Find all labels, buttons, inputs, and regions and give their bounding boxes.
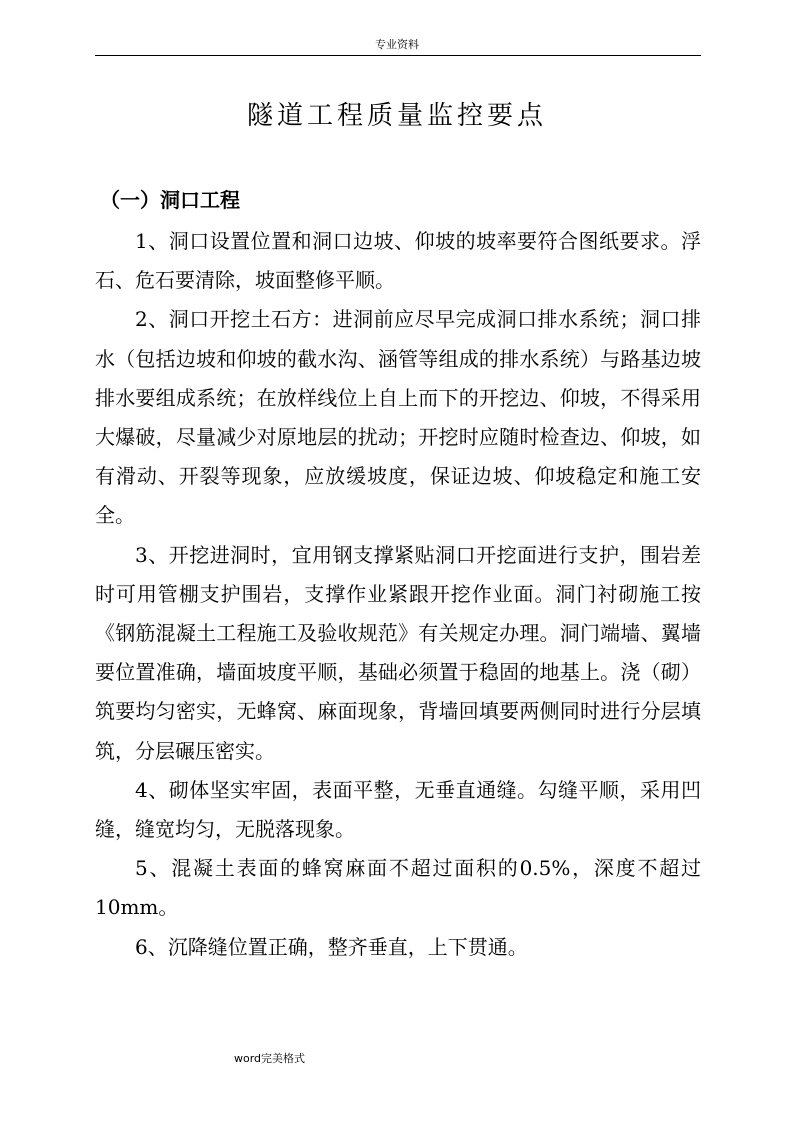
document-title: 隧道工程质量监控要点 [246, 101, 547, 131]
page-footer: word完美格式 [234, 1052, 306, 1065]
paragraph-3: 3、开挖进洞时，宜用钢支撑紧贴洞口开挖面进行支护，围岩差时可用管棚支护围岩，支撑作业紧跟开挖作业面。洞门衬砌施工按《钢筋混凝土工程施工及验收规范》有关规定办理。洞门端墙、翼墙要位置准确，墙面坡度平顺，基础必须置于稳固的地基上。浇（砌）筑要均匀密实，无蜂窝、麻面现象，背墙回填要两侧同时进行分层填筑，分层碾压密实。 [95, 542, 701, 763]
header-divider [95, 55, 701, 56]
paragraph-6: 6、沉降缝位置正确，整齐垂直，上下贯通。 [135, 934, 528, 959]
paragraph-4: 4、砌体坚实牢固，表面平整，无垂直通缝。勾缝平顺，采用凹缝，缝宽均匀，无脱落现象。 [95, 777, 701, 842]
header-text: 专业资料 [375, 38, 419, 51]
paragraph-2: 2、洞口开挖土石方：进洞前应尽早完成洞口排水系统；洞口排水（包括边坡和仰坡的截水沟、涵管等组成的排水系统）与路基边坡排水要组成系统；在放样线位上自上而下的开挖边、仰坡，不得采用大爆破，尽量减少对原地层的扰动；开挖时应随时检查边、仰坡，如有滑动、开裂等现象，应放缓坡度，保证边坡、仰坡稳定和施工安全。 [95, 307, 701, 528]
document-body [95, 222, 701, 967]
section-heading: （一）洞口工程 [100, 188, 240, 212]
paragraph-1: 1、洞口设置位置和洞口边坡、仰坡的坡率要符合图纸要求。浮石、危石要清除，坡面整修平顺。 [95, 229, 701, 293]
paragraph-5: 5、混凝土表面的蜂窝麻面不超过面积的0.5%，深度不超过10mm。 [95, 856, 701, 920]
